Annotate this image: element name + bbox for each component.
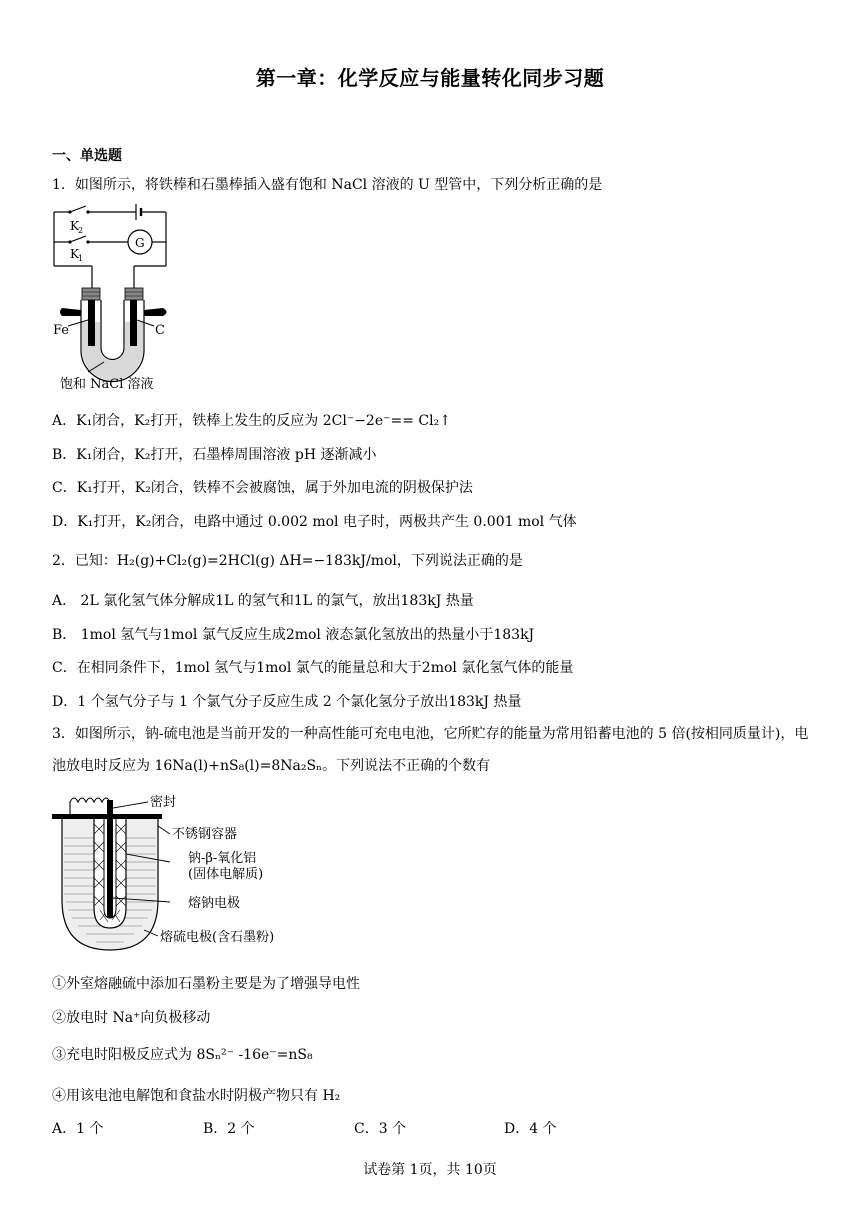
svg-text:不锈钢容器: 不锈钢容器 xyxy=(172,827,238,842)
svg-text:1: 1 xyxy=(78,254,84,263)
q3-option-a: A．1 个 xyxy=(52,1121,104,1137)
svg-text:饱和 NaCl 溶液: 饱和 NaCl 溶液 xyxy=(60,377,154,392)
svg-text:钠-β-氧化铝: 钠-β-氧化铝 xyxy=(188,851,257,866)
svg-text:(固体电解质): (固体电解质) xyxy=(188,867,264,882)
q2-option-d: D．1 个氢气分子与 1 个氯气分子反应生成 2 个氯化氢分子放出183kJ 热量 xyxy=(52,694,522,710)
section-heading: 一、单选题 xyxy=(52,148,122,164)
q3-sodium-sulfur-battery-figure xyxy=(48,790,308,960)
q3-statement-2: ②放电时 Na⁺向负极移动 xyxy=(52,1010,211,1026)
q3-statement-3: ③充电时阳极反应式为 8Sₙ²⁻ -16e⁻=nS₈ xyxy=(52,1047,313,1063)
question-3-stem: 3．如图所示，钠-硫电池是当前开发的一种高性能可充电电池，它所贮存的能量为常用铅蓄电池的 5 倍(按相同质量计)，电池放电时反应为 16Na(l)+nS₈(l)=8Na₂Sₙ。下列说法不正确的个数有 xyxy=(52,726,809,774)
q3-statement-1: ①外室熔融硫中添加石墨粉主要是为了增强导电性 xyxy=(52,976,360,992)
q1-option-c: C．K₁打开，K₂闭合，铁棒不会被腐蚀，属于外加电流的阴极保护法 xyxy=(52,480,473,496)
question-2-stem: 2．已知：H₂(g)+Cl₂(g)=2HCl(g) ΔH=−183kJ/mol，下列说法正确的是 xyxy=(52,553,523,569)
svg-text:熔硫电极(含石墨粉): 熔硫电极(含石墨粉) xyxy=(160,930,275,945)
q2-option-c: C．在相同条件下，1mol 氢气与1mol 氯气的能量总和大于2mol 氯化氢气体的能量 xyxy=(52,660,574,676)
svg-text:K: K xyxy=(70,247,79,261)
svg-text:C: C xyxy=(155,323,165,338)
q2-option-a: A． 2L 氯化氢气体分解成1L 的氢气和1L 的氯气，放出183kJ 热量 xyxy=(52,593,474,609)
svg-text:Fe: Fe xyxy=(53,323,70,338)
q1-option-d: D．K₁打开，K₂闭合，电路中通过 0.002 mol 电子时，两极共产生 0.001 mol 气体 xyxy=(52,514,577,530)
svg-text:熔钠电极: 熔钠电极 xyxy=(188,896,241,911)
q1-option-a: A．K₁闭合，K₂打开，铁棒上发生的反应为 2Cl⁻−2e⁻== Cl₂↑ xyxy=(52,413,451,429)
page-title: 第一章：化学反应与能量转化同步习题 xyxy=(255,66,605,90)
q3-statement-4: ④用该电池电解饱和食盐水时阴极产物只有 H₂ xyxy=(52,1088,341,1104)
q3-option-b: B．2 个 xyxy=(203,1121,255,1137)
q1-option-b: B．K₁闭合，K₂打开，石墨棒周围溶液 pH 逐渐减小 xyxy=(52,447,377,463)
page-footer: 试卷第 1页，共 10页 xyxy=(363,1162,497,1178)
svg-text:密封: 密封 xyxy=(150,795,177,810)
svg-text:2: 2 xyxy=(78,226,84,235)
svg-text:G: G xyxy=(135,236,145,250)
svg-text:K: K xyxy=(70,219,79,233)
q3-option-c: C．3 个 xyxy=(354,1121,407,1137)
q2-option-b: B． 1mol 氢气与1mol 氯气反应生成2mol 液态氯化氢放出的热量小于183kJ xyxy=(52,627,535,643)
q3-option-d: D．4 个 xyxy=(504,1121,557,1137)
question-1-stem: 1．如图所示，将铁棒和石墨棒插入盛有饱和 NaCl 溶液的 U 型管中，下列分析正确的是 xyxy=(52,177,603,193)
q1-u-tube-circuit-figure xyxy=(48,200,188,395)
